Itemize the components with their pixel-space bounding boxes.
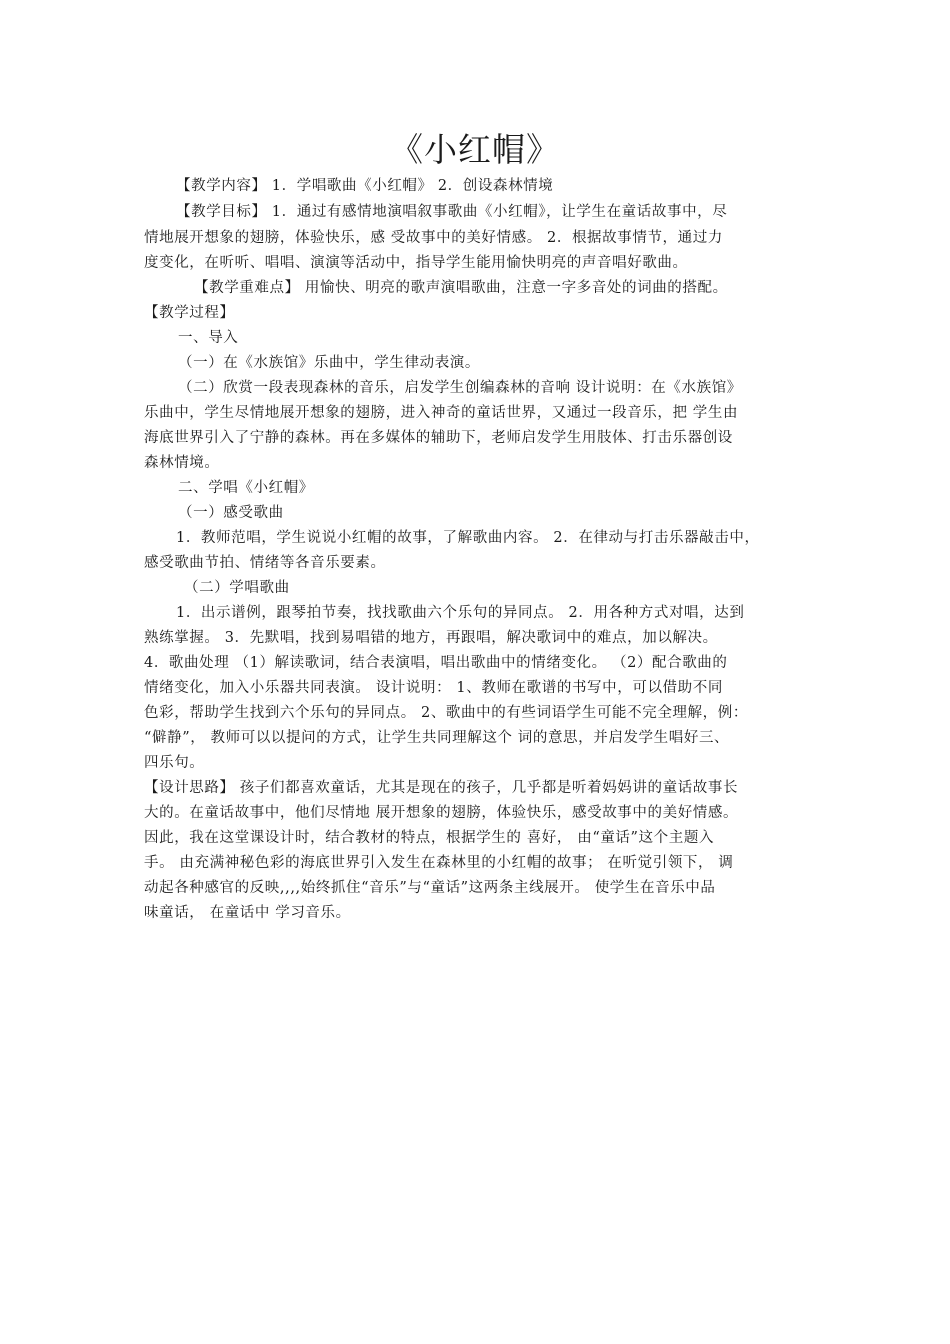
text-line: 海底世界引入了宁静的森林。再在多媒体的辅助下，老师启发学生用肢体、打击乐器创设 (144, 430, 733, 446)
text-line: （二）欣赏一段表现森林的音乐，启发学生创编森林的音响 设计说明：在《水族馆》 (178, 380, 742, 396)
text-line: 森林情境。 (144, 455, 220, 471)
line-teaching-content: 【教学内容】 1．学唱歌曲《小红帽》 2．创设森林情境 (176, 178, 554, 194)
text-line: 乐曲中，学生尽情地展开想象的翅膀，进入神奇的童话世界，又通过一段音乐，把 学生由 (144, 405, 739, 421)
text-line: 熟练掌握。 3．先默唱，找到易唱错的地方，再跟唱，解决歌词中的难点，加以解决。 (144, 630, 718, 646)
text-line: 度变化，在听听、唱唱、演演等活动中，指导学生能用愉快明亮的声音唱好歌曲。 (144, 255, 688, 271)
subheading-feel-song: （一）感受歌曲 (178, 505, 284, 521)
text-line: 因此，我在这堂课设计时，结合教材的特点，根据学生的 喜好， 由“童话”这个主题入 (144, 830, 715, 846)
line-teaching-goals: 【教学目标】 1．通过有感情地演唱叙事歌曲《小红帽》，让学生在童话故事中，尽 (176, 204, 728, 220)
line-key-difficulty: 【教学重难点】 用愉快、明亮的歌声演唱歌曲，注意一字多音处的词曲的搭配。 (194, 280, 728, 296)
page-title: 《小红帽》 (390, 130, 560, 169)
text-line: 味童话， 在童话中 学习音乐。 (144, 905, 351, 921)
text-line: 动起各种感官的反映,,,,始终抓住“音乐”与“童话”这两条主线展开。 使学生在音乐中品 (144, 880, 716, 896)
text-line: 4．歌曲处理 （1）解读歌词，结合表演唱，唱出歌曲中的情绪变化。 （2）配合歌曲的 (144, 655, 728, 671)
text-line: 情绪变化，加入小乐器共同表演。 设计说明： 1、教师在歌谱的书写中，可以借助不同 (144, 680, 723, 696)
text-line: 色彩，帮助学生找到六个乐句的异同点。 2、歌曲中的有些词语学生可能不完全理解，例： (144, 705, 748, 721)
heading-introduction: 一、导入 (178, 330, 239, 346)
text-line: 感受歌曲节拍、情绪等各音乐要素。 (144, 555, 386, 571)
text-line: 1．出示谱例，跟琴拍节奏，找找歌曲六个乐句的异同点。 2．用各种方式对唱，达到 (176, 605, 745, 621)
text-line: 情地展开想象的翅膀，体验快乐，感 受故事中的美好情感。 2．根据故事情节，通过力 (144, 230, 723, 246)
heading-teaching-process: 【教学过程】 (144, 305, 235, 321)
heading-learn-song: 二、学唱《小红帽》 (178, 480, 314, 496)
subheading-learn-song: （二）学唱歌曲 (184, 580, 290, 596)
text-line: 手。 由充满神秘色彩的海底世界引入发生在森林里的小红帽的故事； 在听觉引领下， 调 (144, 855, 734, 871)
text-line: 四乐句。 (144, 755, 205, 771)
heading-design-idea: 【设计思路】 孩子们都喜欢童话，尤其是现在的孩子，几乎都是听着妈妈讲的童话故事长 (144, 780, 739, 796)
text-line: 1．教师范唱，学生说说小红帽的故事，了解歌曲内容。 2．在律动与打击乐器敲击中， (176, 530, 760, 546)
text-line: “僻静”， 教师可以以提问的方式，让学生共同理解这个 词的意思，并启发学生唱好三、 (144, 730, 730, 746)
text-line: （一）在《水族馆》乐曲中，学生律动表演。 (178, 355, 480, 371)
text-line: 大的。在童话故事中，他们尽情地 展开想象的翅膀，体验快乐，感受故事中的美好情感。 (144, 805, 739, 821)
